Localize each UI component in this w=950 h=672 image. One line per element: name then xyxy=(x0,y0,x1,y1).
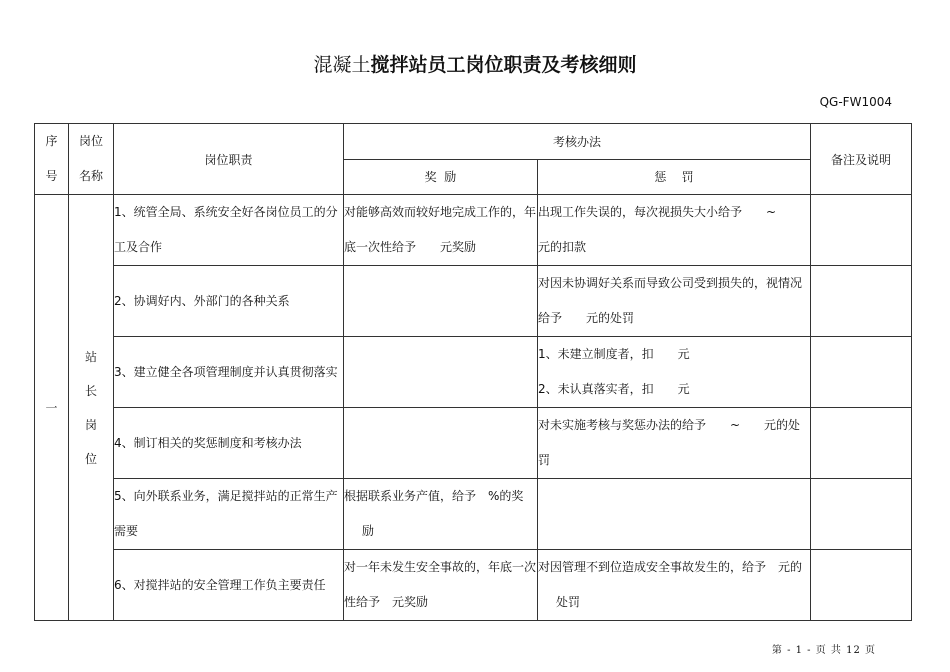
post-char: 位 xyxy=(84,451,97,466)
penalty-line: 对因管理不到位造成安全事故发生的，给予 元的 xyxy=(538,560,803,574)
header-duty: 岗位职责 xyxy=(114,124,344,195)
reward-cell xyxy=(344,408,538,479)
header-post xyxy=(69,124,114,195)
reward-line: 励 xyxy=(362,524,375,538)
duty-cell: 5、向外联系业务，满足搅拌站的正常生产需要 xyxy=(114,479,344,550)
duty-cell: 3、建立健全各项管理制度并认真贯彻落实 xyxy=(114,337,344,408)
duty-cell: 6、对搅拌站的安全管理工作负主要责任 xyxy=(114,550,344,621)
header-seq xyxy=(35,124,69,195)
remark-cell xyxy=(811,408,912,479)
penalty-line: 2、未认真落实者，扣 元 xyxy=(538,382,690,396)
header-remarks: 备注及说明 xyxy=(811,124,912,195)
table-row xyxy=(35,550,912,621)
header-post-line2: 名称 xyxy=(78,169,103,183)
penalty-cell: 对因未协调好关系而导致公司受到损失的，视情况给予 元的处罚 xyxy=(538,266,811,337)
table-row xyxy=(35,408,912,479)
penalty-line: 处罚 xyxy=(556,595,581,609)
remark-cell xyxy=(811,550,912,621)
duty-cell: 2、协调好内、外部门的各种关系 xyxy=(114,266,344,337)
penalty-line: 1、未建立制度者，扣 元 xyxy=(538,347,690,361)
header-seq-line1: 序 xyxy=(45,134,58,148)
post-char: 岗 xyxy=(84,417,97,432)
reward-cell: 对能够高效而较好地完成工作的，年底一次性给予 元奖励 xyxy=(344,195,538,266)
duty-cell: 1、统管全局、系统安全好各岗位员工的分工及合作 xyxy=(114,195,344,266)
duty-assessment-table xyxy=(34,123,912,621)
header-seq-line2: 号 xyxy=(45,169,58,183)
document-code: QG-FW1004 xyxy=(819,95,892,109)
table-row xyxy=(35,479,912,550)
header-post-line1: 岗位 xyxy=(78,134,103,148)
remark-cell xyxy=(811,195,912,266)
reward-cell xyxy=(344,479,538,550)
remark-cell xyxy=(811,479,912,550)
post-char: 长 xyxy=(84,383,97,398)
post-char: 站 xyxy=(84,349,97,364)
title-main: 搅拌站员工岗位职责及考核细则 xyxy=(370,54,637,76)
duty-cell: 4、制订相关的奖惩制度和考核办法 xyxy=(114,408,344,479)
penalty-cell xyxy=(538,550,811,621)
table-row xyxy=(35,337,912,408)
table-row xyxy=(35,195,912,266)
group-post xyxy=(69,195,114,621)
header-assessment: 考核办法 xyxy=(344,124,811,160)
header-penalty: 惩 罚 xyxy=(538,159,811,195)
penalty-cell xyxy=(538,479,811,550)
remark-cell xyxy=(811,337,912,408)
reward-cell xyxy=(344,266,538,337)
reward-cell xyxy=(344,337,538,408)
group-seq: 一 xyxy=(35,195,69,621)
document-title xyxy=(0,52,950,78)
penalty-cell: 出现工作失误的，每次视损失大小给予 ~ 元的扣款 xyxy=(538,195,811,266)
penalty-cell xyxy=(538,337,811,408)
header-reward: 奖 励 xyxy=(344,159,538,195)
remark-cell xyxy=(811,266,912,337)
penalty-cell: 对未实施考核与奖惩办法的给予 ~ 元的处罚 xyxy=(538,408,811,479)
title-prefix: 混凝土 xyxy=(313,54,371,76)
reward-line: 根据联系业务产值，给予 %的奖 xyxy=(344,489,524,503)
table-row xyxy=(35,266,912,337)
page-footer: 第 - 1 - 页 共 12 页 xyxy=(771,645,876,656)
reward-cell: 对一年未发生安全事故的，年底一次性给予 元奖励 xyxy=(344,550,538,621)
